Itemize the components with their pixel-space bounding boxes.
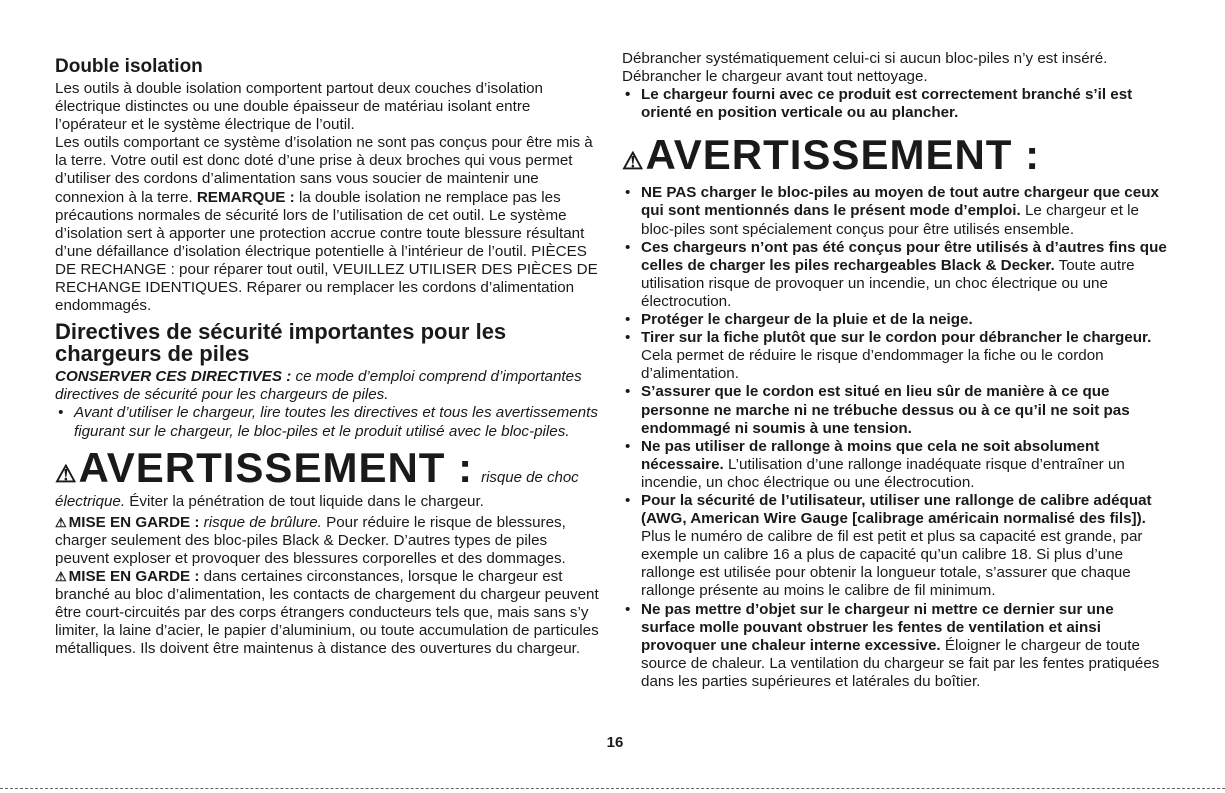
- bullet-bold-text: Protéger le chargeur de la pluie et de la neige.: [641, 311, 973, 329]
- bullet-dot: •: [625, 329, 631, 347]
- page-number: 16: [606, 734, 624, 751]
- list-item: [622, 239, 1167, 311]
- bullet-dot: •: [625, 184, 631, 202]
- list-item: [622, 329, 1167, 383]
- bullet-text: Éloigner le chargeur de toute source de chaleur. La ventilation du chargeur se fait par les fentes pratiquées dans les parties supérieures et latérales du boîtier.: [641, 636, 1160, 690]
- bullet-dot: •: [625, 86, 631, 104]
- bullet-bold-text: Tirer sur la fiche plutôt que sur le cordon pour débrancher le chargeur.: [641, 329, 1152, 347]
- conserver-paragraph: [55, 368, 605, 404]
- warning-text: [55, 493, 605, 511]
- warning-bullet-list: [622, 184, 1167, 691]
- list-item: [622, 184, 1167, 238]
- mise-italic: risque de brûlure.: [199, 513, 322, 531]
- bullet-text: L’utilisation d’une rallonge inadéquate risque d’entraîner un incendie, un choc électrique ou une électrocution.: [641, 455, 1125, 491]
- bullet-text: Avant d’utiliser le chargeur, lire toutes les directives et tous les avertissements figurant sur le chargeur, le bloc-piles et le produit utilisé avec le bloc-piles.: [74, 404, 598, 440]
- list-item: [622, 311, 1167, 329]
- list-item: [622, 383, 1167, 437]
- warning-title: AVERTISSEMENT :: [645, 131, 1041, 179]
- double-isolation-paragraph-1: Les outils à double isolation comportent partout deux couches d’isolation électrique distinctes ou une double épaisseur de matériau isolant entre l’opérateur et le système électrique de l’outil.: [55, 80, 543, 134]
- bullet-dot: •: [625, 238, 631, 256]
- bullet-dot: •: [625, 491, 631, 509]
- bullet-dot: •: [58, 404, 64, 422]
- bullet-text: Le chargeur fourni avec ce produit est correctement branché s’il est orienté en position verticale ou au plancher.: [641, 86, 1133, 122]
- mise-en-garde-1: [55, 514, 605, 568]
- warning-risk: risque de choc: [481, 468, 579, 486]
- list-item: [55, 404, 605, 440]
- right-column: [622, 50, 1167, 691]
- list-item: [622, 601, 1167, 691]
- warning-italic: électrique.: [55, 492, 126, 510]
- mise-text: dans certaines circonstances, lorsque le chargeur est branché au bloc d’alimentation, les contacts de chargement du chargeur peuvent être court-circuités par des corps étrangers conducteurs tels que, mais sans s’y limiter, la laine d’acier, le papier d’aluminium, ou toute accumulation de particules métalliques. Ils doivent être maintenus à distance des ouvertures du chargeur.: [55, 567, 599, 658]
- p2-text-b: la double isolation ne remplace pas les précautions normales de sécurité lors de l’utilisation de cet outil. Le système d’isolation sert à apporter une protection accrue contre toute blessure résultant d’une défaillance d’isolation électrique potentielle à l’intérieur de l’outil. PIÈCES DE RECHANGE : pour réparer tout outil, VEUILLEZ UTILISER DES PIÈCES DE RECHANGE IDENTIQUES. Réparer ou remplacer les cordons d’alimentation endommagés.: [55, 188, 598, 315]
- bullet-text: Plus le numéro de calibre de fil est petit et plus sa capacité est grande, par exemple un calibre 16 a plus de capacité qu’un calibre 18. Si plus d’une rallonge est utilisée pour obtenir la longueur totale, s’assurer que chaque rallonge présente au moins le calibre de fil minimum.: [641, 528, 1143, 600]
- bullet-text: Le chargeur et le bloc-piles sont spécialement conçus pour être utilisés ensemble.: [641, 202, 1139, 238]
- mise-label: MISE EN GARDE :: [68, 513, 200, 531]
- list-item: [622, 438, 1167, 492]
- warning-heading: [622, 130, 1167, 180]
- left-column: [55, 56, 605, 658]
- bullet-dot: •: [625, 311, 631, 329]
- bullet-dot: •: [625, 600, 631, 618]
- bullet-bold-text: Pour la sécurité de l’utilisateur, utiliser une rallonge de calibre adéquat (AWG, American Wire Gauge [calibrage américain normalisé des fils]).: [641, 491, 1152, 528]
- bullet-dot: •: [625, 437, 631, 455]
- bullet-dot: •: [625, 383, 631, 401]
- divider: [0, 788, 1225, 789]
- remarque-label: REMARQUE :: [196, 188, 295, 206]
- list-item: [622, 492, 1167, 601]
- p2-text-a: Les outils comportant ce système d’isolation ne sont pas conçus pour être mis à la terre. Votre outil est donc doté d’une prise à deux broches qui vous permet d’utiliser des cordons d’alimentation sans vous soucier de maintenir une connexion à la terre.: [55, 134, 593, 206]
- warning-triangle-icon: ⚠: [55, 460, 77, 488]
- conserver-text: ce mode d’emploi comprend d’importantes directives de sécurité pour les chargeurs de piles.: [55, 368, 582, 404]
- bullet-bold-text: Ne pas mettre d’objet sur le chargeur ni mettre ce dernier sur une surface molle pouvant obstruer les fentes de ventilation et ainsi provoquer une chaleur interne excessive.: [641, 600, 1114, 654]
- warning-triangle-icon: ⚠: [622, 148, 644, 176]
- bullet-text: Cela permet de réduire le risque d’endommager la fiche ou le cordon d’alimentation.: [641, 347, 1104, 383]
- bullet-bold-text: Ne pas utiliser de rallonge à moins que cela ne soit absolument nécessaire.: [641, 437, 1100, 473]
- section-title-directives: Directives de sécurité importantes pour les chargeurs de piles: [55, 319, 507, 367]
- bullet-text: Toute autre utilisation risque de provoquer un incendie, un choc électrique ou une électrocution.: [641, 256, 1135, 310]
- caution-triangle-icon: ⚠: [55, 514, 67, 530]
- section-title-double-isolation: Double isolation: [55, 56, 203, 77]
- conserver-label: CONSERVER CES DIRECTIVES :: [55, 368, 292, 386]
- caution-triangle-icon: ⚠: [55, 568, 67, 584]
- mise-text: Pour réduire le risque de blessures, charger seulement des bloc-piles Black & Decker. D’autres types de piles peuvent exploser et provoquer des blessures corporelles et des dommages.: [55, 513, 566, 567]
- warning-heading: [55, 443, 605, 493]
- warning-title: AVERTISSEMENT :: [78, 443, 474, 491]
- mise-en-garde-2: [55, 568, 605, 658]
- list-item: [622, 86, 1167, 122]
- bullet-bold-text: NE PAS charger le bloc-piles au moyen de tout autre chargeur que ceux qui sont mentionnés dans le présent mode d’emploi.: [641, 184, 1159, 220]
- bullet-bold-text: Ces chargeurs n’ont pas été conçus pour être utilisés à d’autres fins que celles de charger les piles rechargeables Black & Decker.: [641, 238, 1167, 274]
- mise-label: MISE EN GARDE :: [68, 567, 200, 585]
- double-isolation-paragraph-2: [55, 134, 605, 315]
- bullet-bold-text: S’assurer que le cordon est situé en lieu sûr de manière à ce que personne ne marche ni ne trébuche dessus ou à ce qu’il ne soit pas endommagé ni soumis à une tension.: [641, 383, 1130, 437]
- warning-cont: Éviter la pénétration de tout liquide dans le chargeur.: [125, 492, 484, 510]
- intro-paragraph: Débrancher systématiquement celui-ci si aucun bloc-piles n’y est inséré. Débrancher le chargeur avant tout nettoyage.: [622, 50, 1108, 86]
